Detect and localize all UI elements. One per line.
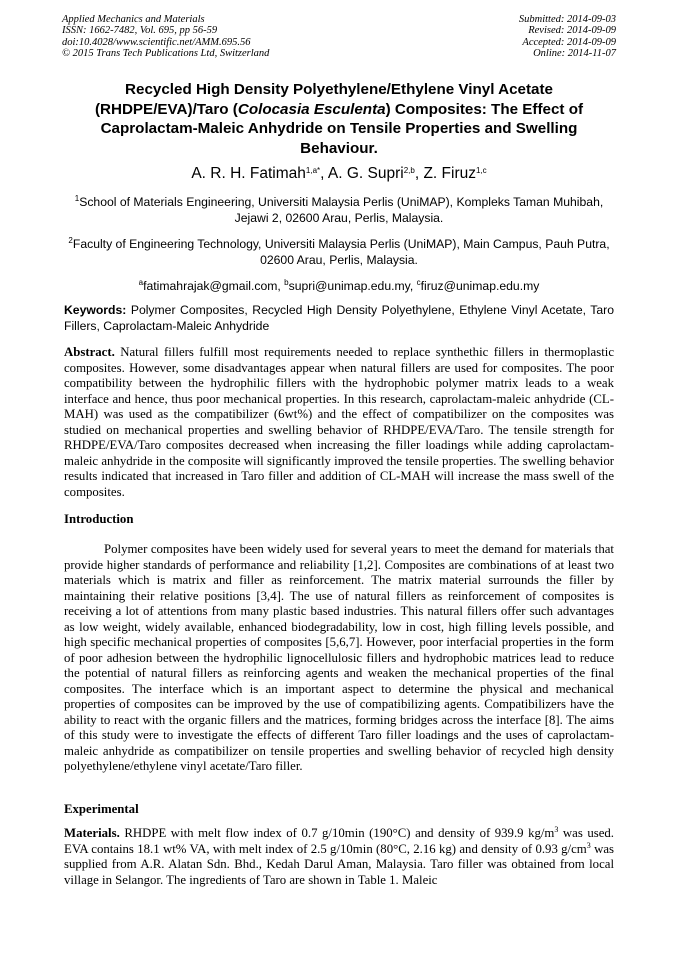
journal-info	[62, 14, 269, 60]
publication-dates	[519, 14, 616, 60]
email-link[interactable]: firuz@unimap.edu.my	[420, 279, 540, 293]
author-name: Z. Firuz	[423, 165, 476, 182]
species-name: Colocasia Esculenta	[237, 100, 386, 118]
abstract-label: Abstract.	[64, 345, 115, 359]
materials-label: Materials.	[64, 826, 120, 840]
affiliation: $^1$School of Materials Engineering, Universiti Malaysia Perlis (UniMAP), Kompleks Taman Muhibah, Jejawi 2, 02600 Arau, Perlis, Malaysia.	[74, 194, 604, 225]
author-name: A. G. Supri	[327, 165, 404, 182]
revised-date: Revised: 2014-09-09	[528, 25, 616, 37]
doi-line: doi:10.4028/www.scientific.net/AMM.695.56	[62, 36, 251, 48]
paper-title: Recycled High Density Polyethylene/Ethylene Vinyl Acetate (RHDPE/EVA)/Taro (Colocasia Esculenta) Composites: The Effect of Caprolactam-Maleic Anhydride on Tensile Properties and Swelling Behaviour.	[94, 81, 584, 157]
keywords	[64, 302, 614, 334]
author-emails: $^a$fatimahrajak@gmail.com, $^b$supri@unimap.edu.my, $^c$firuz@unimap.edu.my	[138, 278, 540, 293]
keywords-label: Keywords:	[64, 303, 127, 317]
accepted-date: Accepted: 2014-09-09	[522, 36, 616, 48]
submitted-date: Submitted: 2014-09-03	[518, 14, 616, 25]
author-list: A. R. H. Fatimah$^{1,a*}$, A. G. Supri$^{2,b}$, Z. Firuz$^{1,c}$	[191, 165, 487, 182]
email-link[interactable]: supri@unimap.edu.my,	[288, 279, 417, 293]
online-date: Online: 2014-11-07	[533, 48, 616, 60]
abstract-text: Natural fillers fulfill most requirements needed to replace synthethic fillers in thermoplastic composites. However, some disadvantages appear when natural fillers are used for composites. The poor compatibility between the hydrophilic fillers with the hydrophobic polymer matrix leads to a weak interface and hence, thus poor mechanical properties. In this research, caprolactam-maleic anhydride (CL-MAH) was used as the compatibilizer (6wt%) and the effect of compatibilizer on the composites was studied on mechanical properties and swelling behavior of RHDPE/EVA/Taro. The tensile strength for RHDPE/EVA/Taro composites decreased when increasing the filler loadings while adding caprolactam-maleic anhydride in the composite will significantly improved the tensile properties. The swelling behavior results indicated that increased in Taro filler and addition of CL-MAH will increase the mass swell of the composites.	[64, 345, 614, 499]
section-heading-experimental: Experimental	[64, 802, 139, 816]
author-name: A. R. H. Fatimah	[191, 165, 306, 182]
section-heading-introduction: Introduction	[64, 512, 134, 526]
introduction-paragraph: Polymer composites have been widely used for several years to meet the demand for materials that provide higher standards of performance and reliability [1,2]. Composites are combinations of at least two materials which is matrix and filler as reinforcement. The matrix material surrounds the filler by maintaining their relative positions [3,4]. The use of natural fillers as reinforcement of composites is receiving a lot of attentions from many plastic based industries. This natural fillers offer such advantages as low weight, widely available, enhanced biodegradability, low in cost, high filling levels possible, and high specific mechanical properties of composites [5,6,7]. However, poor interfacial properties in the form of poor adhesion between the hydrophilic lignocellulosic fillers and hydrophobic matrices lead to reduce the potential of natural fillers as reinforcing agents and weaken the mechanical properties of the final composites. The interface which is an important aspect to determine the physical and mechanical properties of composites can be improved by the use of compatibilizing agents. Compatibilizers have the ability to react with the organic fillers and the matrices, forming bridges across the interface [8]. The aims of this study were to investigate the effects of different Taro filler loadings and the uses of caprolactam-maleic anhydride as compatibilizer on tensile properties and swelling behavior of recycled high density polyethylene/ethylene vinyl acetate/Taro filler.	[64, 542, 614, 773]
affiliation: $^2$Faculty of Engineering Technology, Universiti Malaysia Perlis (UniMAP), Main Campus, Pauh Putra, 02600 Arau, Perlis, Malaysia.	[68, 236, 610, 267]
journal-name: Applied Mechanics and Materials	[62, 14, 205, 25]
copyright-line: © 2015 Trans Tech Publications Ltd, Switzerland	[62, 48, 270, 60]
email-link[interactable]: fatimahrajak@gmail.com,	[143, 279, 285, 293]
materials-paragraph: Materials. RHDPE with melt flow index of 0.7 g/10min (190°C) and density of 939.9 $kg/m^3$ was used. EVA contains 18.1 wt% VA, with melt index of 2.5 g/10min (80°C, 2.16 kg) and density of 0.93 $g/cm^3$ was supplied from A.R. Alatan Sdn. Bhd., Kedah Darul Aman, Malaysia. Taro filler was obtained from local village in Selangor. The ingredients of Taro are shown in Table 1. Maleic	[64, 825, 614, 887]
issn-line: ISSN: 1662-7482, Vol. 695, pp 56-59	[62, 25, 218, 37]
keywords-text: Polymer Composites, Recycled High Density Polyethylene, Ethylene Vinyl Acetate, Taro Fillers, Caprolactam-Maleic Anhydride	[64, 303, 614, 333]
abstract	[64, 345, 614, 500]
